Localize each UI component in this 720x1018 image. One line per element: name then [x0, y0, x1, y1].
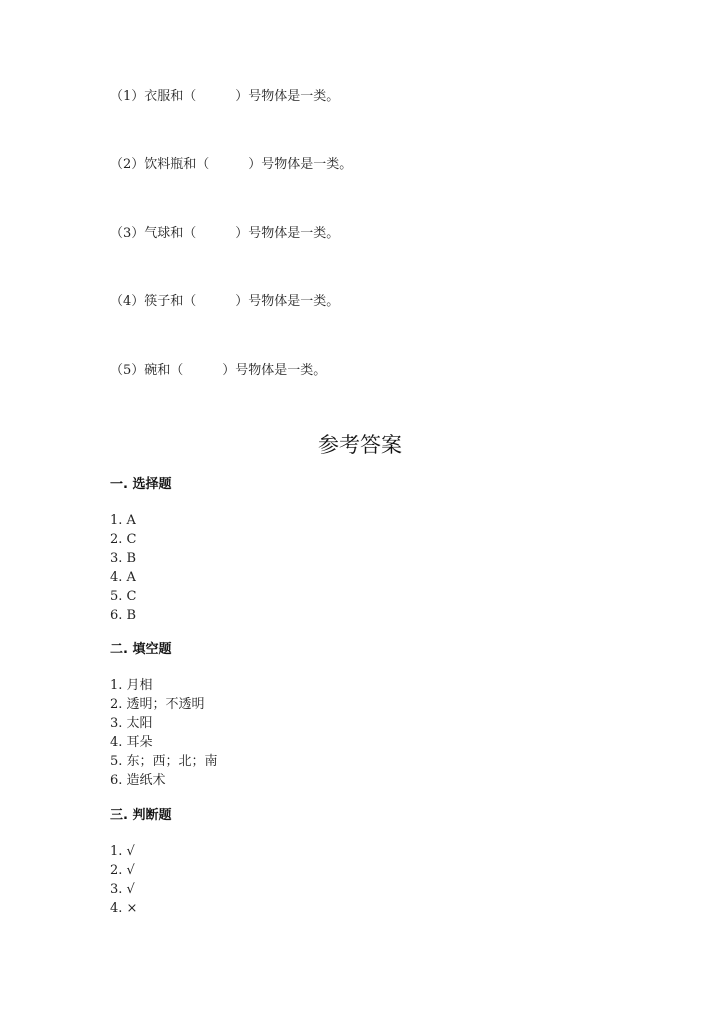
question-5: （5）碗和（ ）号物体是一类。 [110, 363, 327, 378]
section-heading-choice: 一. 选择题 [110, 477, 172, 492]
list-item: 3. B [110, 551, 137, 566]
question-4: （4）筷子和（ ）号物体是一类。 [110, 294, 340, 309]
question-1: （1）衣服和（ ）号物体是一类。 [110, 89, 340, 104]
list-item: 1. √ [110, 844, 135, 859]
section-heading-judge: 三. 判断题 [110, 808, 172, 823]
list-item: 5. C [110, 589, 137, 604]
answer-title: 参考答案 [318, 433, 402, 457]
answer-list-fill [110, 676, 218, 790]
list-item: 4. × [110, 901, 138, 916]
list-item: 4. A [110, 570, 136, 585]
answer-list-choice [110, 511, 136, 625]
list-item: 4. 耳朵 [110, 735, 153, 750]
list-item: 5. 东；西；北；南 [110, 754, 218, 769]
list-item: 6. 造纸术 [110, 773, 166, 788]
list-item: 3. √ [110, 882, 135, 897]
list-item: 2. 透明；不透明 [110, 697, 205, 712]
question-2: （2）饮料瓶和（ ）号物体是一类。 [110, 157, 353, 172]
list-item: 2. √ [110, 863, 135, 878]
list-item: 1. 月相 [110, 678, 153, 693]
question-3: （3）气球和（ ）号物体是一类。 [110, 226, 340, 241]
list-item: 2. C [110, 532, 137, 547]
list-item: 6. B [110, 608, 137, 623]
list-item: 1. A [110, 513, 136, 528]
section-heading-fill: 二. 填空题 [110, 642, 172, 657]
answer-list-judge [110, 842, 137, 918]
list-item: 3. 太阳 [110, 716, 153, 731]
